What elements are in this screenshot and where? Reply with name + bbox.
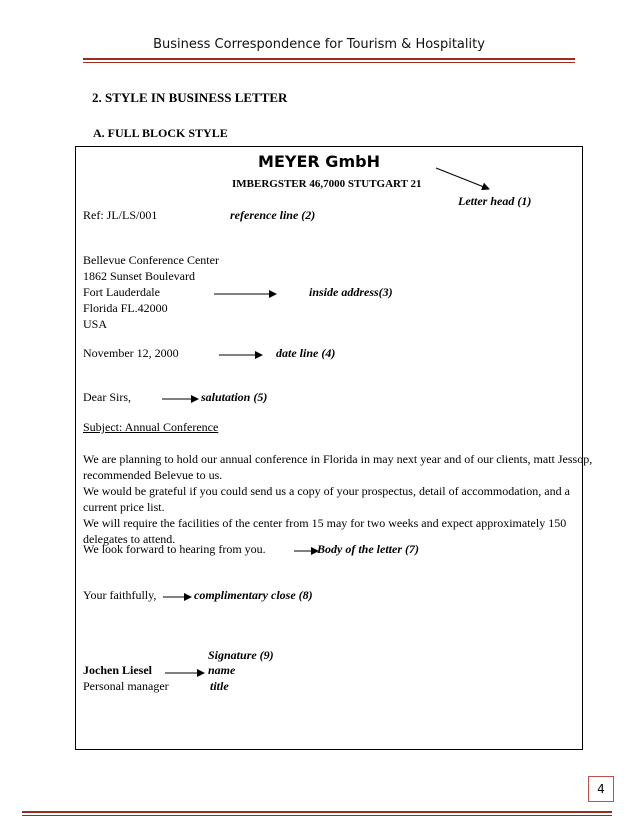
subsection-heading: A. FULL BLOCK STYLE bbox=[93, 126, 228, 140]
annotation-letter-head: Letter head (1) bbox=[458, 194, 532, 208]
signer-title: Personal manager bbox=[83, 679, 169, 693]
annotation-salutation: salutation (5) bbox=[201, 390, 268, 404]
body-line: delegates to attend. bbox=[83, 532, 176, 546]
company-address: IMBERGSTER 46,7000 STUTGART 21 bbox=[232, 178, 422, 190]
subject-line: Subject: Annual Conference bbox=[83, 420, 219, 434]
inside-address-line: Florida FL.42000 bbox=[83, 301, 168, 315]
body-line: We would be grateful if you could send us a copy of your prospectus, detail of accommodation, and a bbox=[83, 484, 570, 498]
inside-address-line: USA bbox=[83, 317, 108, 331]
annotation-signature: Signature (9) bbox=[208, 648, 274, 662]
running-header: Business Correspondence for Tourism & Hospitality bbox=[153, 37, 485, 52]
footer-rule bbox=[22, 811, 612, 813]
annotation-title: title bbox=[210, 679, 229, 693]
body-line: recommended Belevue to us. bbox=[83, 468, 223, 482]
complimentary-close: Your faithfully, bbox=[83, 588, 157, 602]
body-line: We will require the facilities of the center from 15 may for two weeks and expect approximately 150 bbox=[83, 516, 567, 530]
page-number-box bbox=[588, 776, 614, 802]
annotation-complimentary-close: complimentary close (8) bbox=[194, 588, 313, 602]
inside-address-line: 1862 Sunset Boulevard bbox=[83, 269, 195, 283]
reference-line: Ref: JL/LS/001 bbox=[83, 208, 158, 222]
body-line: current price list. bbox=[83, 500, 165, 514]
inside-address-line: Bellevue Conference Center bbox=[83, 253, 219, 267]
annotation-reference-line: reference line (2) bbox=[230, 208, 316, 222]
annotation-date-line: date line (4) bbox=[276, 346, 336, 360]
annotation-name: name bbox=[208, 663, 236, 677]
page-number: 4 bbox=[597, 782, 605, 796]
company-name: MEYER GmbH bbox=[258, 152, 380, 171]
date-line: November 12, 2000 bbox=[83, 346, 179, 360]
body-line: We look forward to hearing from you. bbox=[83, 542, 266, 556]
footer-rule-thin bbox=[22, 815, 612, 816]
annotation-body: Body of the letter (7) bbox=[317, 542, 419, 556]
body-line: We are planning to hold our annual conference in Florida in may next year and of our clients, matt Jessop, bbox=[83, 452, 593, 466]
annotation-inside-address: inside address(3) bbox=[309, 285, 393, 299]
signer-name: Jochen Liesel bbox=[83, 663, 152, 677]
arrow-letter-head bbox=[436, 168, 489, 189]
section-heading: 2. STYLE IN BUSINESS LETTER bbox=[92, 90, 288, 105]
inside-address-line: Fort Lauderdale bbox=[83, 285, 160, 299]
salutation: Dear Sirs, bbox=[83, 390, 131, 404]
